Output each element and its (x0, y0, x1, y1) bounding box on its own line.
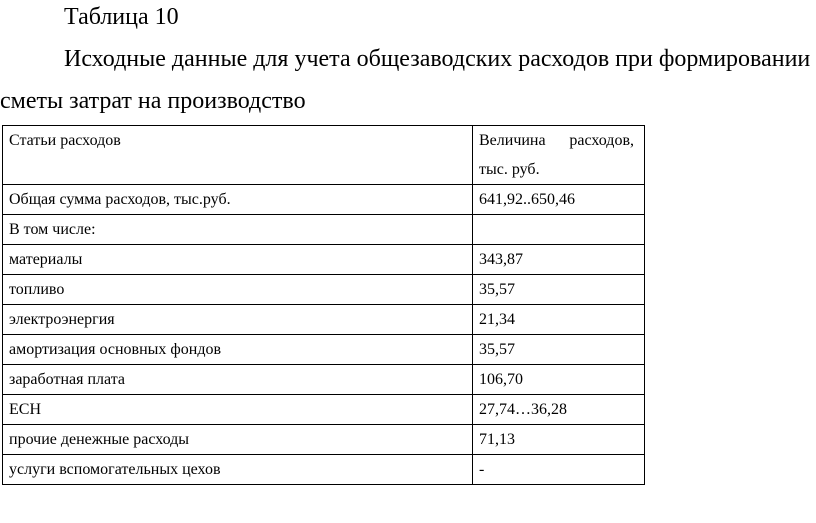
row-value-cell: 27,74…36,28 (473, 395, 645, 425)
row-item-cell: заработная плата (3, 365, 473, 395)
header-value-text: Величина расходов, тыс. руб. (479, 132, 634, 178)
row-item-cell: ЕСН (3, 395, 473, 425)
table-row (3, 275, 645, 305)
row-item-cell: амортизация основных фондов (3, 335, 473, 365)
table-row (3, 455, 645, 485)
table-caption-line-1: Исходные данные для учета общезаводских расходов при формировании (64, 46, 811, 72)
row-item-cell: услуги вспомогательных цехов (3, 455, 473, 485)
row-value-cell: 343,87 (473, 245, 645, 275)
row-value-cell: 71,13 (473, 425, 645, 455)
header-item-cell: Статьи расходов (3, 126, 473, 185)
row-value-cell: - (473, 455, 645, 485)
row-item-cell: материалы (3, 245, 473, 275)
table-row (3, 215, 645, 245)
table-header-row (3, 126, 645, 185)
row-item-cell: топливо (3, 275, 473, 305)
table-row (3, 365, 645, 395)
table-row (3, 425, 645, 455)
table-row (3, 185, 645, 215)
table-row (3, 245, 645, 275)
table-number: Таблица 10 (64, 4, 179, 30)
row-value-cell (473, 215, 645, 245)
row-value-cell: 641,92..650,46 (473, 185, 645, 215)
row-value-cell: 35,57 (473, 275, 645, 305)
table-row (3, 305, 645, 335)
row-item-cell: электроэнергия (3, 305, 473, 335)
table-row (3, 335, 645, 365)
table-row (3, 395, 645, 425)
row-item-cell: В том числе: (3, 215, 473, 245)
header-value-cell (473, 126, 645, 185)
expense-table (2, 125, 645, 485)
row-value-cell: 35,57 (473, 335, 645, 365)
row-item-cell: Общая сумма расходов, тыс.руб. (3, 185, 473, 215)
row-value-cell: 21,34 (473, 305, 645, 335)
row-item-cell: прочие денежные расходы (3, 425, 473, 455)
row-value-cell: 106,70 (473, 365, 645, 395)
table-caption-line-2: сметы затрат на производство (0, 88, 306, 114)
